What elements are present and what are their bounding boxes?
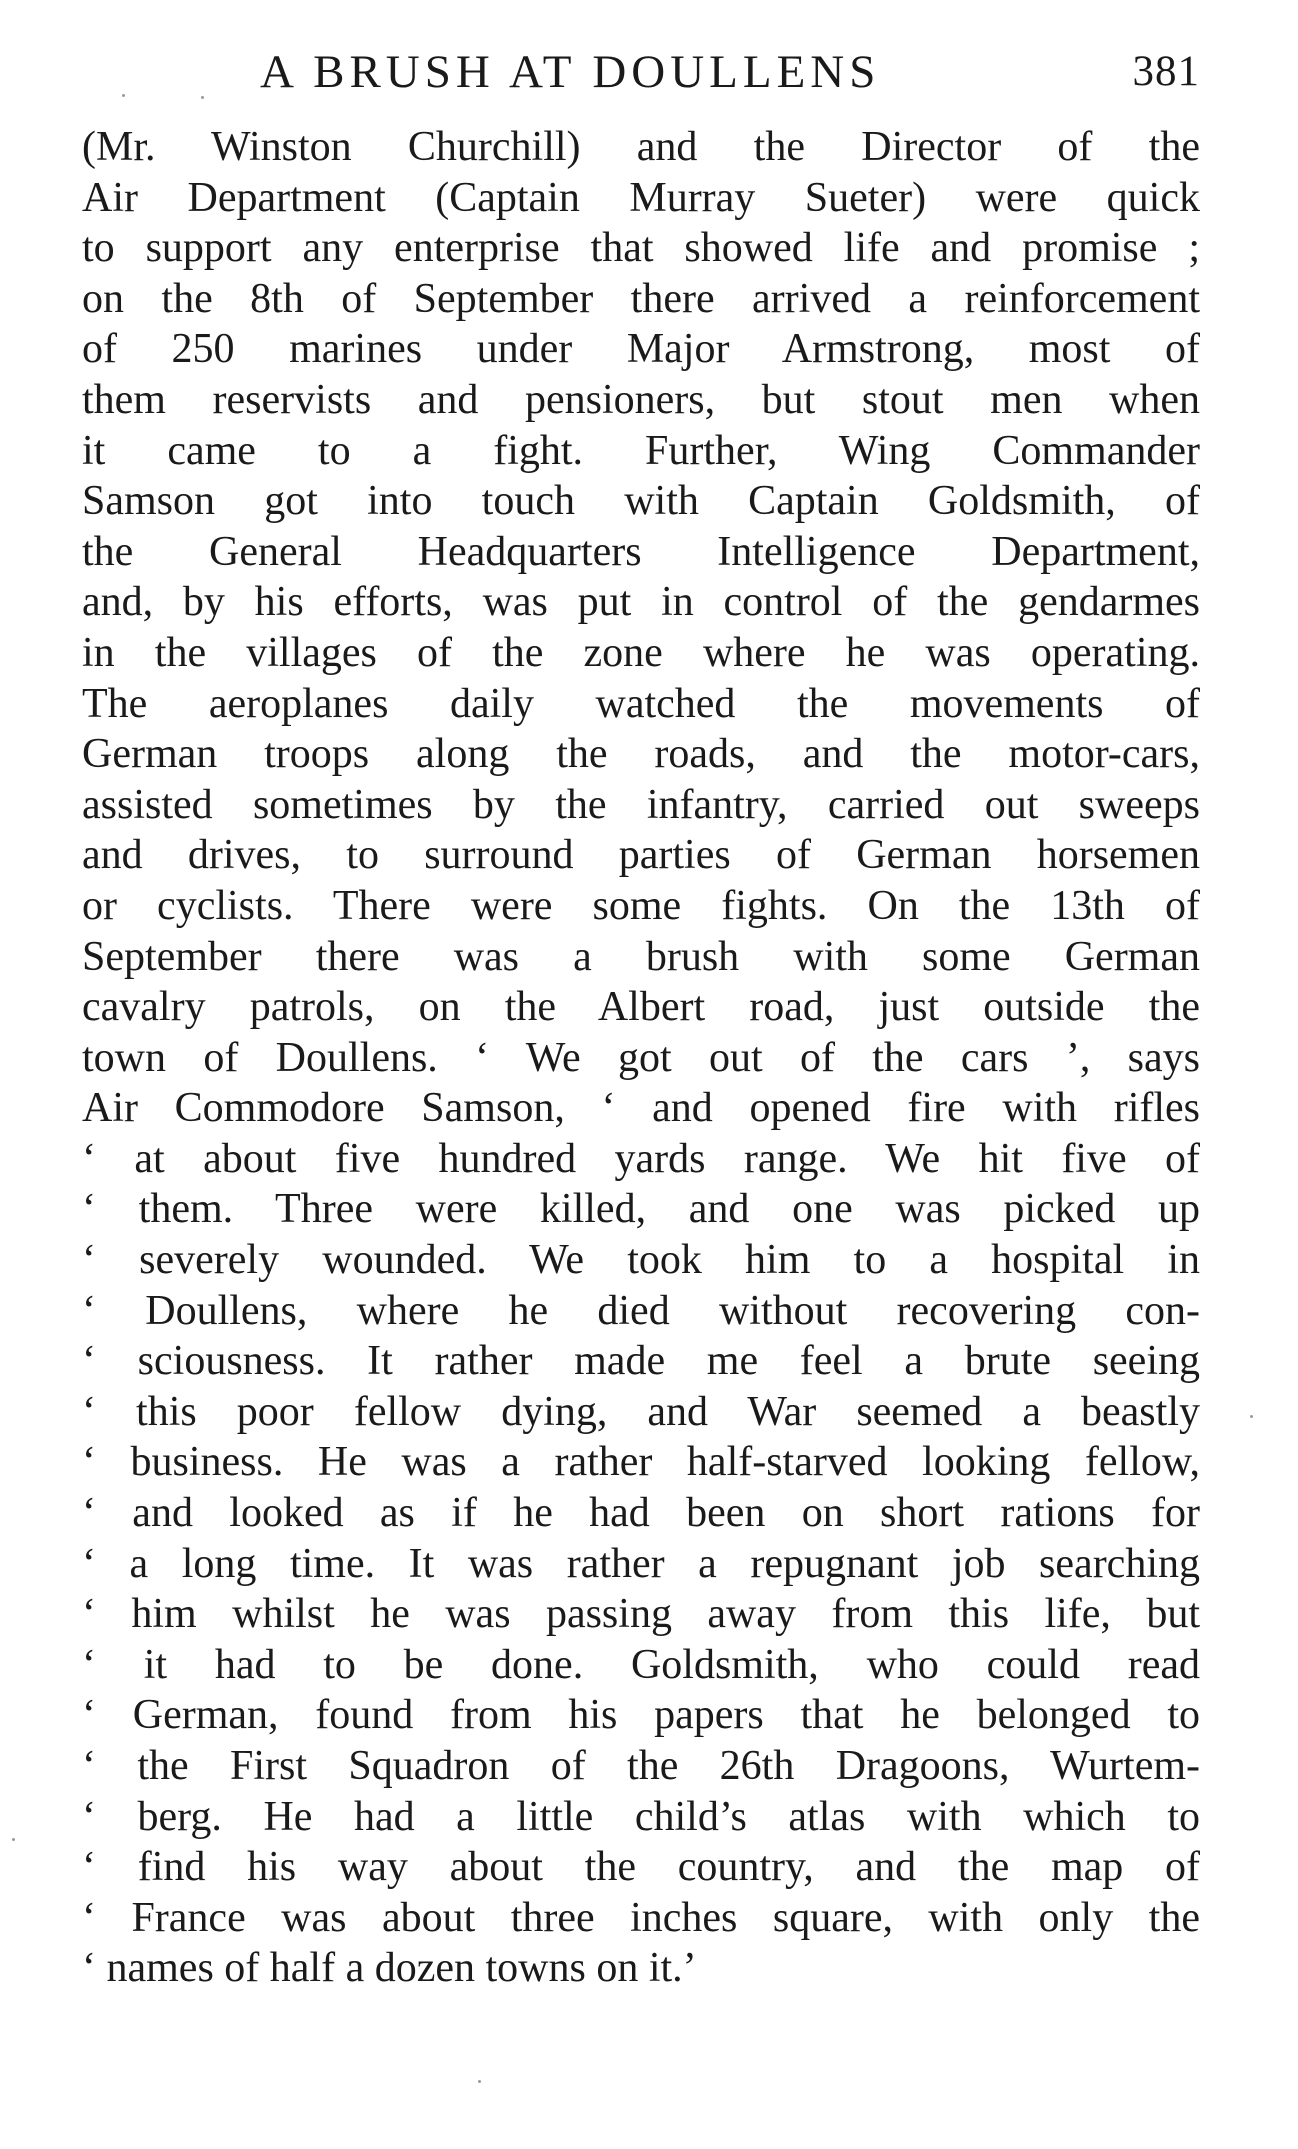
scan-speck bbox=[478, 2080, 481, 2083]
text-line: assisted sometimes by the infantry, carried out sweeps bbox=[82, 781, 1200, 828]
text-line: ‘ it had to be done. Goldsmith, who could read bbox=[82, 1641, 1200, 1688]
text-line: ‘ the First Squadron of the 26th Dragoons, Wurtem- bbox=[82, 1743, 1200, 1789]
text-line: The aeroplanes daily watched the movements of bbox=[82, 680, 1200, 727]
text-line: ‘ a long time. It was rather a repugnant job searching bbox=[82, 1540, 1200, 1587]
text-line: in the villages of the zone where he was operating. bbox=[82, 629, 1200, 676]
page-number: 381 bbox=[1132, 48, 1200, 95]
text-line: it came to a fight. Further, Wing Commander bbox=[82, 427, 1200, 474]
text-line: Samson got into touch with Captain Goldsmith, of bbox=[82, 478, 1200, 525]
text-line: ‘ France was about three inches square, with only the bbox=[82, 1894, 1200, 1941]
text-line: Air Commodore Samson, ‘ and opened fire with rifles bbox=[82, 1085, 1200, 1132]
scan-speck bbox=[12, 1838, 15, 1841]
text-line: on the 8th of September there arrived a reinforcement bbox=[82, 275, 1200, 322]
text-line: ‘ and looked as if he had been on short rations for bbox=[82, 1490, 1200, 1537]
text-line: and drives, to surround parties of German horsemen bbox=[82, 832, 1200, 879]
scan-speck bbox=[1250, 1415, 1253, 1418]
text-line: ‘ business. He was a rather half-starved looking fellow, bbox=[82, 1439, 1200, 1486]
text-line: of 250 marines under Major Armstrong, most of bbox=[82, 326, 1200, 373]
text-line: German troops along the roads, and the motor-cars, bbox=[82, 731, 1200, 778]
text-line: cavalry patrols, on the Albert road, just outside the bbox=[82, 984, 1200, 1031]
body-text bbox=[82, 122, 1200, 1994]
text-line: (Mr. Winston Churchill) and the Director of the bbox=[82, 124, 1200, 170]
text-line: ‘ this poor fellow dying, and War seemed a beastly bbox=[82, 1388, 1200, 1435]
text-line: Air Department (Captain Murray Sueter) were quick bbox=[82, 174, 1200, 221]
text-line: ‘ at about five hundred yards range. We hit five of bbox=[82, 1135, 1200, 1182]
text-line: ‘ find his way about the country, and the map of bbox=[82, 1844, 1200, 1891]
text-line: September there was a brush with some German bbox=[82, 933, 1200, 980]
text-line: ‘ Doullens, where he died without recovering con- bbox=[82, 1287, 1200, 1334]
text-line: ‘ him whilst he was passing away from this life, but bbox=[82, 1591, 1200, 1638]
text-line: to support any enterprise that showed life and promise ; bbox=[82, 225, 1200, 272]
scan-speck bbox=[201, 96, 204, 99]
text-line: the General Headquarters Intelligence Department, bbox=[82, 528, 1200, 575]
running-title: A BRUSH AT DOULLENS bbox=[260, 46, 881, 98]
text-line: them reservists and pensioners, but stout men when bbox=[82, 376, 1200, 423]
text-line: ‘ German, found from his papers that he belonged to bbox=[82, 1692, 1200, 1739]
text-line: ‘ them. Three were killed, and one was picked up bbox=[82, 1186, 1200, 1233]
running-head bbox=[82, 40, 1200, 104]
scan-speck bbox=[122, 94, 125, 97]
text-line: ‘ sciousness. It rather made me feel a brute seeing bbox=[82, 1338, 1200, 1385]
text-line: town of Doullens. ‘ We got out of the cars ’, says bbox=[82, 1034, 1200, 1081]
text-line: ‘ berg. He had a little child’s atlas with which to bbox=[82, 1793, 1200, 1840]
text-line: ‘ severely wounded. We took him to a hospital in bbox=[82, 1237, 1200, 1284]
text-line: and, by his efforts, was put in control of the gendarmes bbox=[82, 579, 1200, 626]
text-line: or cyclists. There were some fights. On the 13th of bbox=[82, 882, 1200, 929]
text-line-last: ‘ names of half a dozen towns on it.’ bbox=[82, 1945, 697, 1992]
